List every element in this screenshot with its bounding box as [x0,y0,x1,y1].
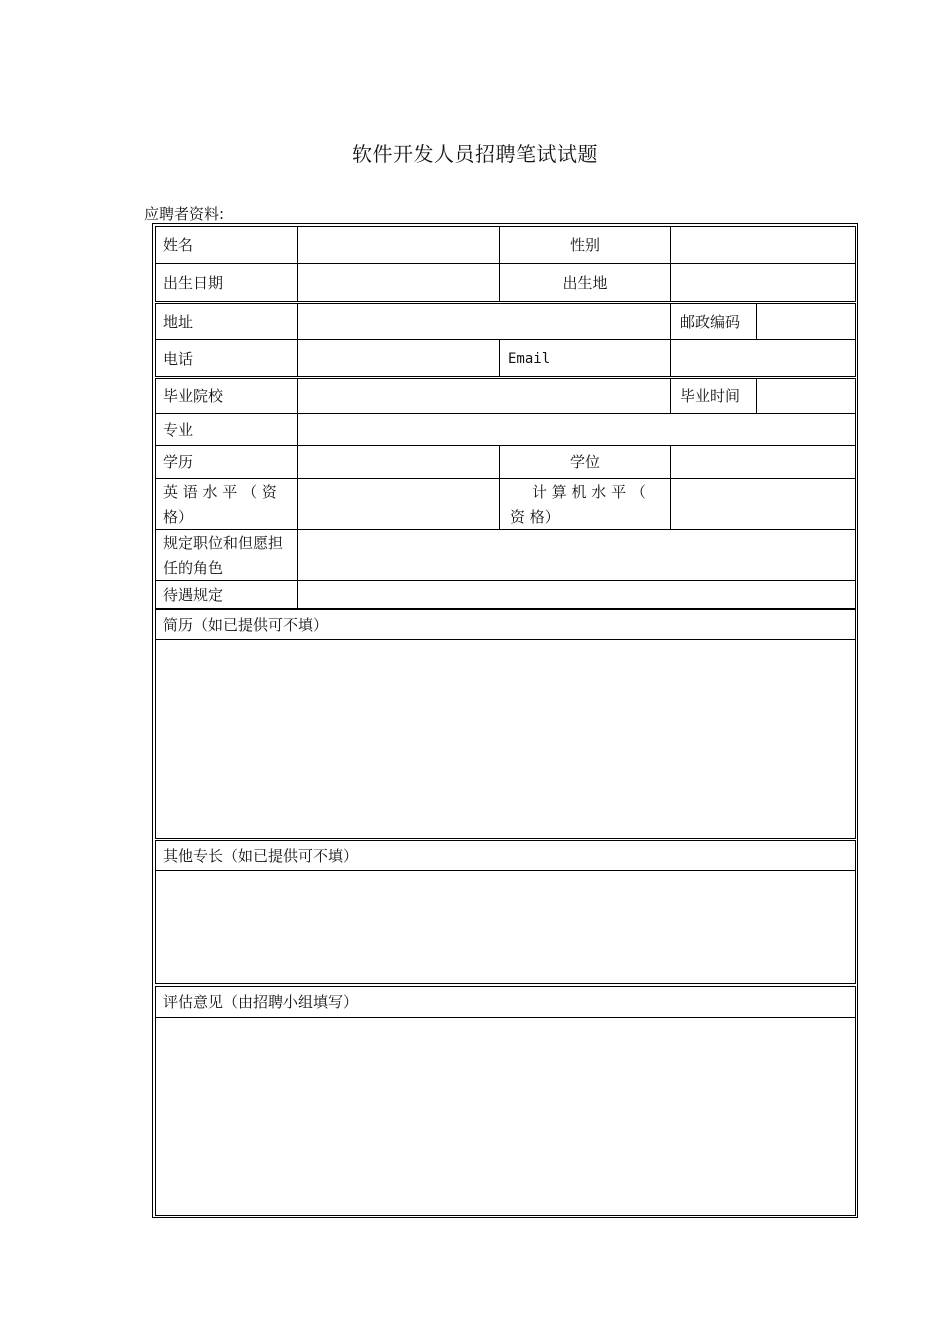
label-resume: 简历（如已提供可不填） [163,616,329,634]
input-cell-school[interactable] [297,378,671,414]
input-cell-birth-date[interactable] [297,263,500,302]
input-cell-name[interactable] [297,226,500,264]
label-education: 学历 [163,453,194,471]
input-cell-postcode[interactable] [756,303,856,340]
evaluation-input-area[interactable] [155,1017,856,1216]
input-cell-address[interactable] [297,303,671,340]
label-birth-place: 出生地 [562,274,608,292]
label-email: Email [508,351,551,367]
label-salary: 待遇规定 [163,586,224,604]
input-cell-role[interactable] [297,529,856,581]
label-computer: 计 算 机 水 平 （ 资 格） [510,483,646,526]
label-name: 姓名 [163,236,194,254]
skills-input-area[interactable] [155,870,856,984]
input-cell-phone[interactable] [297,339,500,377]
label-evaluation: 评估意见（由招聘小组填写） [163,993,359,1011]
input-cell-gender[interactable] [670,226,856,264]
input-cell-computer[interactable] [670,478,856,530]
label-major: 专业 [163,421,194,439]
input-cell-degree[interactable] [670,445,856,479]
page-title: 软件开发人员招聘笔试试题 [352,142,598,166]
section-label: 应聘者资料: [144,205,225,223]
label-phone: 电话 [163,350,194,368]
input-cell-grad-time[interactable] [756,378,856,414]
input-cell-email[interactable] [670,339,856,377]
input-cell-salary[interactable] [297,580,856,609]
input-cell-birth-place[interactable] [670,263,856,302]
label-skills: 其他专长（如已提供可不填） [163,847,359,865]
label-grad-time: 毕业时间 [680,387,741,405]
label-address: 地址 [163,313,194,331]
label-postcode: 邮政编码 [680,313,741,331]
input-cell-education[interactable] [297,445,500,479]
label-birth-date: 出生日期 [163,274,224,292]
label-role: 规定职位和但愿担任的角色 [163,534,284,577]
input-cell-major[interactable] [297,413,856,446]
label-degree: 学位 [569,453,600,471]
label-english: 英 语 水 平 （ 资 格） [163,483,277,526]
resume-input-area[interactable] [155,639,856,839]
input-cell-english[interactable] [297,478,500,530]
label-gender: 性别 [569,236,600,254]
label-school: 毕业院校 [163,387,224,405]
